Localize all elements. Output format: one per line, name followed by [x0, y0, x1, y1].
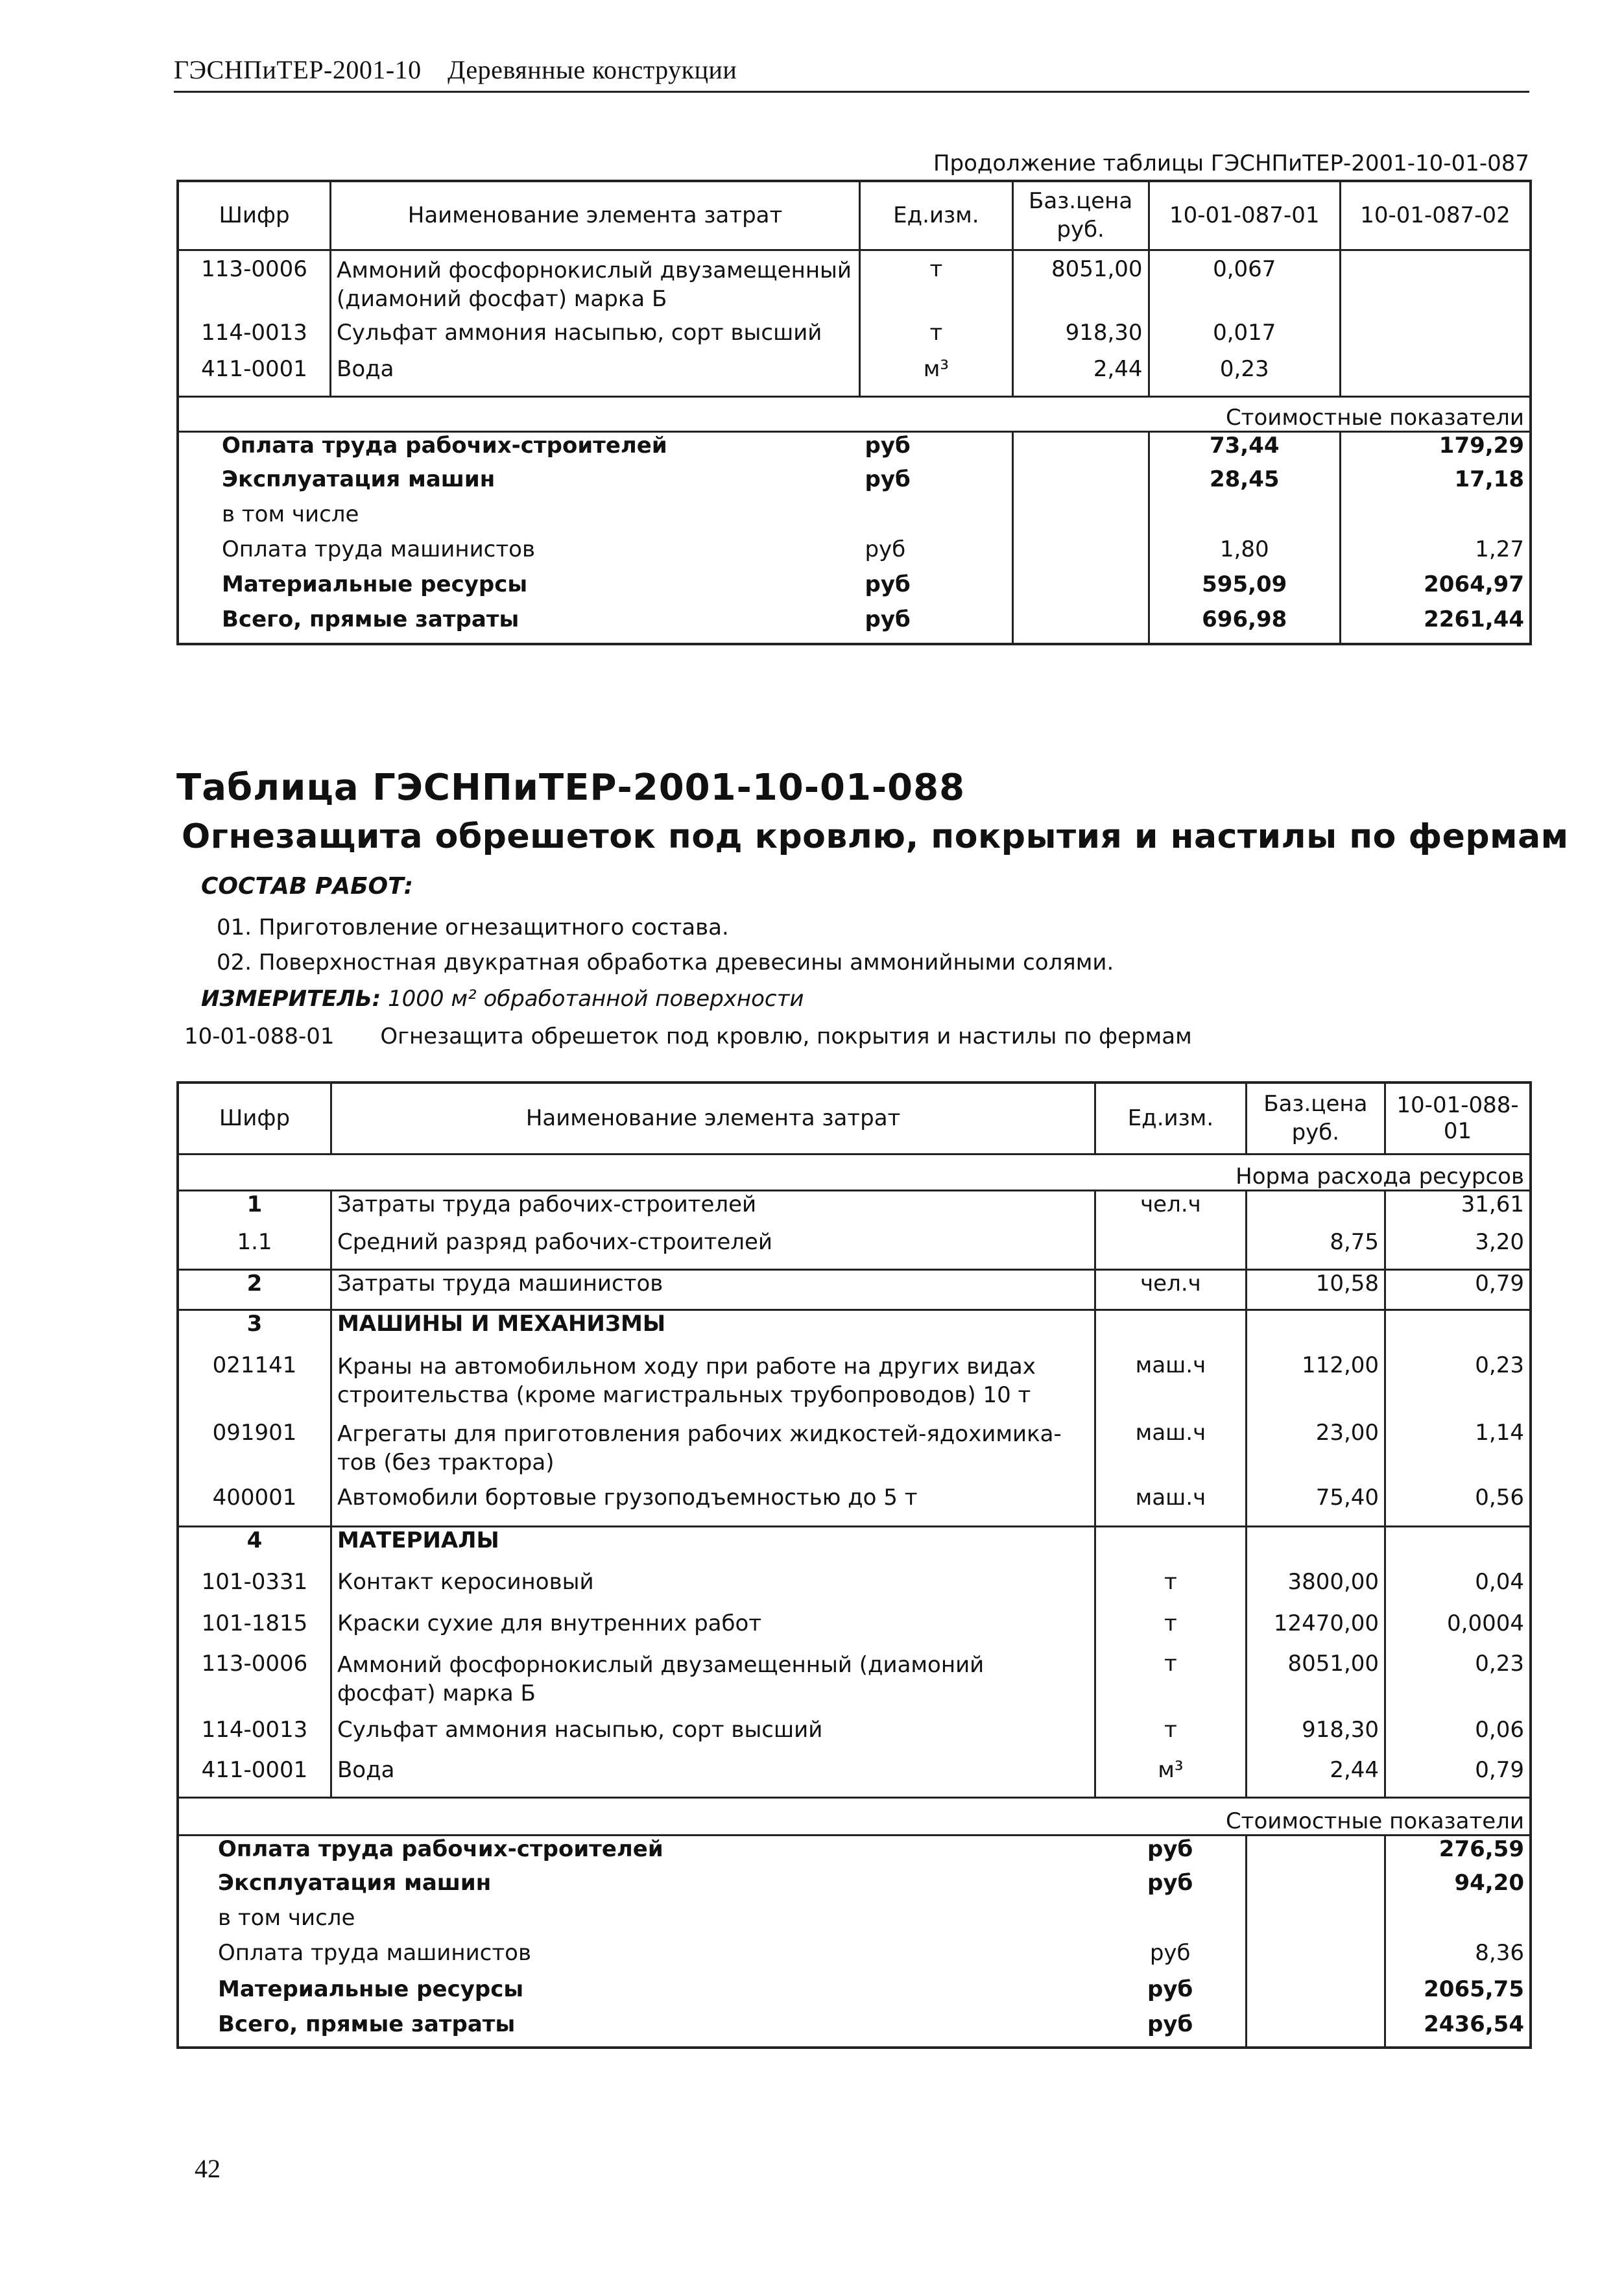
cost-value: 276,59 — [1385, 1835, 1531, 1870]
cost-empty — [1246, 1835, 1385, 1870]
cost-header-row — [178, 1797, 1531, 1835]
cost-unit: руб — [865, 466, 911, 492]
cost-header-row — [178, 396, 1531, 431]
row-unit: маш.ч — [1095, 1352, 1246, 1420]
table-row — [178, 1420, 1531, 1485]
position-line — [184, 1023, 1231, 1049]
table-row — [178, 1485, 1531, 1526]
row-name: Сульфат аммония насыпью, сорт высший — [331, 1717, 1095, 1757]
row-code: 400001 — [212, 1485, 297, 1511]
row-value-02 — [1340, 320, 1531, 356]
cost-empty — [1246, 1870, 1385, 1905]
cost-name: Эксплуатация машин — [218, 1870, 492, 1896]
col-header-088-01: 10-01-088-01 — [1385, 1083, 1531, 1154]
row-name: Затраты труда машинистов — [331, 1269, 1095, 1310]
table-header-row — [178, 1083, 1531, 1154]
cost-value-02 — [1340, 501, 1531, 536]
cost-unit: руб — [1149, 1940, 1191, 1966]
row-code: 114-0013 — [201, 320, 307, 346]
row-price: 10,58 — [1246, 1269, 1385, 1310]
row-price: 112,00 — [1246, 1352, 1385, 1420]
table-row — [178, 1352, 1531, 1420]
row-unit: м³ — [1095, 1757, 1246, 1797]
row-value: 31,61 — [1385, 1190, 1531, 1229]
header-section: Деревянные конструкции — [448, 55, 737, 84]
row-code: 4 — [246, 1527, 263, 1553]
row-value-01: 0,017 — [1149, 320, 1340, 356]
row-unit: чел.ч — [1095, 1190, 1246, 1229]
row-name: Краны на автомобильном ходу при работе на других видах строительства (кроме магистральных трубопроводов) 10 т — [331, 1352, 1095, 1420]
row-code: 091901 — [212, 1420, 297, 1446]
section-heading-materials: МАТЕРИАЛЫ — [331, 1526, 1095, 1569]
cost-value — [1385, 1905, 1531, 1940]
row-name: Аммоний фосфорнокислый двузамещенный (диамоний фосфат) марка Б — [331, 250, 860, 320]
page-number: 42 — [195, 2154, 221, 2183]
col-header-name: Наименование элемента затрат — [331, 181, 860, 250]
cost-value-02: 17,18 — [1340, 466, 1531, 501]
row-value: 0,56 — [1385, 1485, 1531, 1526]
row-value: 0,23 — [1385, 1352, 1531, 1420]
cost-empty — [1012, 431, 1149, 466]
row-unit: т — [860, 250, 1013, 320]
row-unit — [1095, 1526, 1246, 1569]
cost-unit: руб — [865, 536, 906, 562]
cost-value-02: 2261,44 — [1340, 606, 1531, 644]
row-name: Контакт керосиновый — [331, 1569, 1095, 1610]
cost-row — [178, 466, 1531, 501]
table-row — [178, 250, 1531, 320]
header-code: ГЭСНПиТЕР-2001-10 — [174, 55, 422, 84]
cost-unit: руб — [865, 606, 911, 632]
row-code: 113-0006 — [201, 1651, 308, 1677]
cost-unit: руб — [1147, 1870, 1193, 1896]
position-code: 10-01-088-01 — [184, 1023, 335, 1049]
cost-value: 2065,75 — [1385, 1976, 1531, 2011]
row-price: 918,30 — [1012, 320, 1149, 356]
cost-value: 8,36 — [1385, 1940, 1531, 1976]
table-row — [178, 1610, 1531, 1651]
row-value-02 — [1340, 356, 1531, 396]
table-row — [178, 1651, 1531, 1717]
row-name: Средний разряд рабочих-строителей — [331, 1229, 1095, 1269]
row-name: Краски сухие для внутренних работ — [331, 1610, 1095, 1651]
col-header-unit: Ед.изм. — [1095, 1083, 1246, 1154]
row-value-02 — [1340, 250, 1531, 320]
row-name: Аммоний фосфорнокислый двузамещенный (диамоний фосфат) марка Б — [331, 1651, 1095, 1717]
cost-empty — [1012, 536, 1149, 571]
row-unit: т — [1095, 1610, 1246, 1651]
cost-value-01: 73,44 — [1149, 431, 1340, 466]
cost-value-02: 179,29 — [1340, 431, 1531, 466]
table-header-row — [178, 181, 1531, 250]
row-code: 1.1 — [237, 1229, 272, 1255]
row-name: Агрегаты для приготовления рабочих жидкостей-ядохимика-тов (без трактора) — [331, 1420, 1095, 1485]
cost-name: в том числе — [222, 501, 359, 527]
row-price: 2,44 — [1246, 1757, 1385, 1797]
cost-name: Всего, прямые затраты — [222, 606, 519, 632]
cost-row — [178, 2011, 1531, 2048]
page-header — [174, 54, 756, 85]
cost-row — [178, 571, 1531, 606]
cost-unit — [1095, 1905, 1246, 1940]
table-row — [178, 1569, 1531, 1610]
row-unit — [1095, 1310, 1246, 1352]
row-unit: чел.ч — [1095, 1269, 1246, 1310]
row-code: 101-0331 — [201, 1569, 308, 1595]
cost-value: 2436,54 — [1385, 2011, 1531, 2048]
row-unit: маш.ч — [1095, 1420, 1246, 1485]
cost-row — [178, 501, 1531, 536]
col-header-087-01: 10-01-087-01 — [1149, 181, 1340, 250]
row-value: 1,14 — [1385, 1420, 1531, 1485]
header-rule — [174, 91, 1529, 93]
row-code: 411-0001 — [201, 356, 307, 382]
row-code: 1 — [246, 1191, 263, 1217]
cost-value: 94,20 — [1385, 1870, 1531, 1905]
cost-row — [178, 1870, 1531, 1905]
norm-header: Норма расхода ресурсов — [1236, 1163, 1524, 1190]
row-price — [1246, 1310, 1385, 1352]
col-header-price: Баз.цена руб. — [1246, 1083, 1385, 1154]
row-code: 3 — [246, 1310, 263, 1337]
col-header-code: Шифр — [219, 202, 290, 229]
row-value: 0,04 — [1385, 1569, 1531, 1610]
row-price — [1246, 1190, 1385, 1229]
table-row — [178, 1190, 1531, 1229]
cost-empty — [1012, 606, 1149, 644]
cost-unit: руб — [865, 571, 911, 597]
row-name: Вода — [331, 356, 860, 396]
cost-empty — [1246, 1905, 1385, 1940]
row-unit: т — [1095, 1651, 1246, 1717]
cost-name: Оплата труда машинистов — [218, 1940, 532, 1966]
cost-value-02: 1,27 — [1340, 536, 1531, 571]
row-code: 113-0006 — [201, 256, 307, 282]
cost-empty — [1246, 1976, 1385, 2011]
table-row — [178, 320, 1531, 356]
row-price: 8051,00 — [1012, 250, 1149, 320]
cost-name: Всего, прямые затраты — [218, 2011, 516, 2037]
cost-empty — [1246, 1940, 1385, 1976]
row-unit: т — [1095, 1717, 1246, 1757]
cost-unit — [860, 501, 1013, 536]
col-header-name: Наименование элемента затрат — [331, 1083, 1095, 1154]
row-unit: т — [860, 320, 1013, 356]
cost-empty — [1012, 571, 1149, 606]
measurement-value: 1000 м² обработанной поверхности — [388, 986, 804, 1012]
cost-header: Стоимостные показатели — [1225, 1808, 1524, 1834]
row-price: 2,44 — [1012, 356, 1149, 396]
row-unit: т — [1095, 1569, 1246, 1610]
cost-value-01: 1,80 — [1149, 536, 1340, 571]
cost-value-01: 28,45 — [1149, 466, 1340, 501]
row-code: 101-1815 — [201, 1610, 308, 1636]
row-value: 0,06 — [1385, 1717, 1531, 1757]
cost-header: Стоимостные показатели — [1225, 404, 1524, 431]
section-heading-machines: МАШИНЫ И МЕХАНИЗМЫ — [331, 1310, 1095, 1352]
row-name: Затраты труда рабочих-строителей — [331, 1190, 1095, 1229]
resource-table-087 — [176, 180, 1532, 645]
row-code: 021141 — [212, 1352, 297, 1378]
cost-name: Эксплуатация машин — [222, 466, 496, 492]
measurement-unit — [201, 986, 804, 1012]
col-header-code: Шифр — [219, 1105, 291, 1132]
row-name: Автомобили бортовые грузоподъемностью до 5 т — [331, 1485, 1095, 1526]
col-header-087-02: 10-01-087-02 — [1340, 181, 1531, 250]
measurement-label: ИЗМЕРИТЕЛЬ: — [201, 986, 381, 1012]
table-row — [178, 1310, 1531, 1352]
col-header-unit: Ед.изм. — [860, 181, 1013, 250]
row-value — [1385, 1526, 1531, 1569]
cost-unit: руб — [1147, 2011, 1193, 2037]
row-unit: м³ — [860, 356, 1013, 396]
row-price — [1246, 1526, 1385, 1569]
position-name: Огнезащита обрешеток под кровлю, покрытия и настилы по фермам — [380, 1023, 1192, 1049]
table-continuation-caption: Продолжение таблицы ГЭСНПиТЕР-2001-10-01-087 — [933, 150, 1529, 176]
work-item: 01. Приготовление огнезащитного состава. — [217, 915, 729, 940]
row-value: 0,79 — [1385, 1269, 1531, 1310]
cost-name: Оплата труда рабочих-строителей — [218, 1836, 663, 1862]
cost-row — [178, 536, 1531, 571]
cost-row — [178, 1905, 1531, 1940]
cost-name: Оплата труда рабочих-строителей — [222, 432, 667, 459]
cost-unit: руб — [865, 432, 911, 459]
row-code: 411-0001 — [201, 1757, 308, 1783]
cost-name: Материальные ресурсы — [222, 571, 528, 597]
row-price: 23,00 — [1246, 1420, 1385, 1485]
table-subtitle: Огнезащита обрешеток под кровлю, покрытия и настилы по фермам — [182, 817, 1569, 856]
row-price: 12470,00 — [1246, 1610, 1385, 1651]
row-unit — [1095, 1229, 1246, 1269]
row-value-01: 0,067 — [1149, 250, 1340, 320]
row-price: 8051,00 — [1246, 1651, 1385, 1717]
cost-row — [178, 1835, 1531, 1870]
table-row — [178, 1269, 1531, 1310]
cost-row — [178, 606, 1531, 644]
work-item: 02. Поверхностная двукратная обработка древесины аммонийными солями. — [217, 950, 1114, 975]
cost-value-02: 2064,97 — [1340, 571, 1531, 606]
cost-row — [178, 1976, 1531, 2011]
cost-value-01: 595,09 — [1149, 571, 1340, 606]
table-row — [178, 1757, 1531, 1797]
row-price: 8,75 — [1246, 1229, 1385, 1269]
table-row — [178, 1717, 1531, 1757]
row-name: Вода — [331, 1757, 1095, 1797]
table-row — [178, 1526, 1531, 1569]
row-value: 0,79 — [1385, 1757, 1531, 1797]
cost-name: в том числе — [218, 1905, 355, 1931]
work-composition-label: СОСТАВ РАБОТ: — [201, 873, 414, 900]
row-value: 0,23 — [1385, 1651, 1531, 1717]
row-value: 0,0004 — [1385, 1610, 1531, 1651]
norm-header-row — [178, 1154, 1531, 1190]
row-unit: маш.ч — [1095, 1485, 1246, 1526]
table-title: Таблица ГЭСНПиТЕР-2001-10-01-088 — [176, 767, 966, 809]
cost-empty — [1012, 466, 1149, 501]
row-price: 3800,00 — [1246, 1569, 1385, 1610]
cost-row — [178, 1940, 1531, 1976]
row-value-01: 0,23 — [1149, 356, 1340, 396]
row-name: Сульфат аммония насыпью, сорт высший — [331, 320, 860, 356]
resource-table-088 — [176, 1081, 1532, 2049]
cost-unit: руб — [1147, 1976, 1193, 2002]
row-price: 918,30 — [1246, 1717, 1385, 1757]
col-header-price: Баз.цена руб. — [1012, 181, 1149, 250]
row-value — [1385, 1310, 1531, 1352]
cost-unit: руб — [1147, 1836, 1193, 1862]
cost-empty — [1012, 501, 1149, 536]
row-value: 3,20 — [1385, 1229, 1531, 1269]
cost-value-01: 696,98 — [1149, 606, 1340, 644]
cost-empty — [1246, 2011, 1385, 2048]
cost-row — [178, 431, 1531, 466]
table-row — [178, 356, 1531, 396]
table-row — [178, 1229, 1531, 1269]
cost-value-01 — [1149, 501, 1340, 536]
row-code: 2 — [246, 1270, 263, 1297]
cost-name: Оплата труда машинистов — [222, 536, 536, 562]
row-price: 75,40 — [1246, 1485, 1385, 1526]
row-code: 114-0013 — [201, 1717, 308, 1743]
cost-name: Материальные ресурсы — [218, 1976, 524, 2002]
